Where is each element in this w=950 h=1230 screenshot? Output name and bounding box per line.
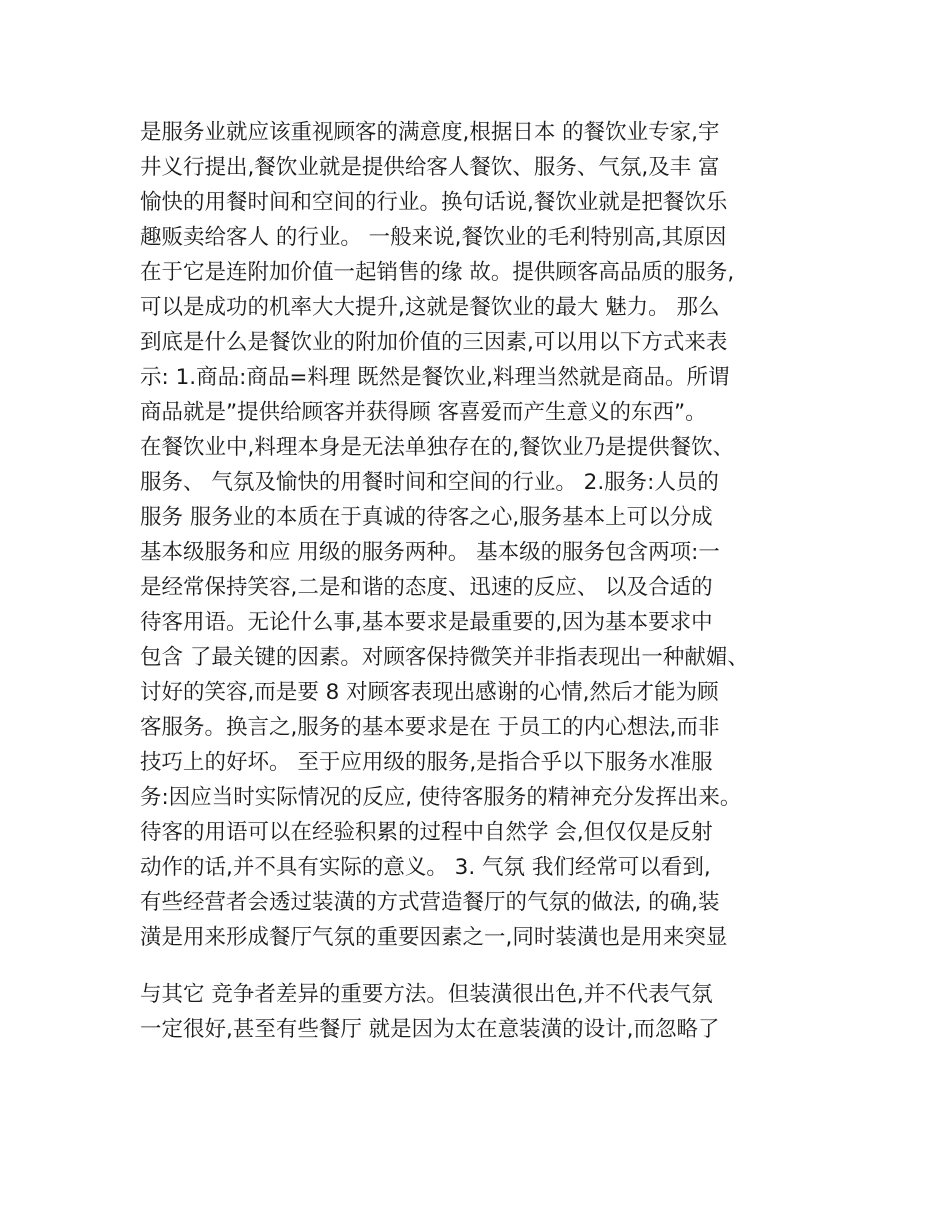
text-line: 服务、 气氛及愉快的用餐时间和空间的行业。 2.服务:人员的 <box>140 470 719 495</box>
text-line: 待客的用语可以在经验积累的过程中自然学 会,但仅仅是反射 <box>140 820 713 845</box>
text-line: 客服务。换言之,服务的基本要求是在 于员工的内心想法,而非 <box>140 715 720 740</box>
text-line: 可以是成功的机率大大提升,这就是餐饮业的最大 魅力。 那么 <box>140 295 720 320</box>
text-line: 讨好的笑容,而是要 8 对顾客表现出感谢的心情,然后才能为顾 <box>140 680 719 705</box>
text-line: 在于它是连附加价值一起销售的缘 故。提供顾客高品质的服务, <box>140 260 735 285</box>
text-line: 愉快的用餐时间和空间的行业。换句话说,餐饮业就是把餐饮乐 <box>140 190 728 215</box>
text-line: 在餐饮业中,料理本身是无法单独存在的,餐饮业乃是提供餐饮、 <box>140 435 735 460</box>
text-line: 商品就是”提供给顾客并获得顾 客喜爱而产生意义的东西”。 <box>140 400 707 425</box>
text-line: 有些经营者会透过装潢的方式营造餐厅的气氛的做法, 的确,装 <box>140 890 720 915</box>
text-line: 待客用语。无论什么事,基本要求是最重要的,因为基本要求中 <box>140 610 713 635</box>
text-line: 潢是用来形成餐厅气氛的重要因素之一,同时装潢也是用来突显 <box>140 925 728 950</box>
text-line: 基本级服务和应 用级的服务两种。 基本级的服务包含两项:一 <box>140 540 720 565</box>
text-line: 与其它 竞争者差异的重要方法。但装潢很出色,并不代表气氛 <box>140 982 713 1007</box>
text-line: 技巧上的好坏。 至于应用级的服务,是指合乎以下服务水准服 <box>140 750 713 775</box>
text-line: 趣贩卖给客人 的行业。 一般来说,餐饮业的毛利特别高,其原因 <box>140 225 727 250</box>
text-line: 一定很好,甚至有些餐厅 就是因为太在意装潢的设计,而忽略了 <box>140 1017 720 1042</box>
text-line: 务:因应当时实际情况的反应, 使待客服务的精神充分发挥出来。 <box>140 785 742 810</box>
text-line: 动作的话,并不具有实际的意义。 3. 气氛 我们经常可以看到, <box>140 855 711 880</box>
text-line: 示: 1.商品:商品=料理 既然是餐饮业,料理当然就是商品。所谓 <box>140 365 730 390</box>
text-line: 包含 了最关键的因素。对顾客保持微笑并非指表现出一种献媚、 <box>140 645 749 670</box>
text-line: 是经常保持笑容,二是和谐的态度、迅速的反应、 以及合适的 <box>140 575 713 600</box>
text-line: 到底是什么是餐饮业的附加价值的三因素,可以用以下方式来表 <box>140 330 728 355</box>
text-line: 服务 服务业的本质在于真诚的待客之心,服务基本上可以分成 <box>140 505 713 530</box>
text-line: 是服务业就应该重视顾客的满意度,根据日本 的餐饮业专家,宇 <box>140 120 720 145</box>
text-line: 井义行提出,餐饮业就是提供给客人餐饮、服务、气氛,及丰 富 <box>140 155 720 180</box>
